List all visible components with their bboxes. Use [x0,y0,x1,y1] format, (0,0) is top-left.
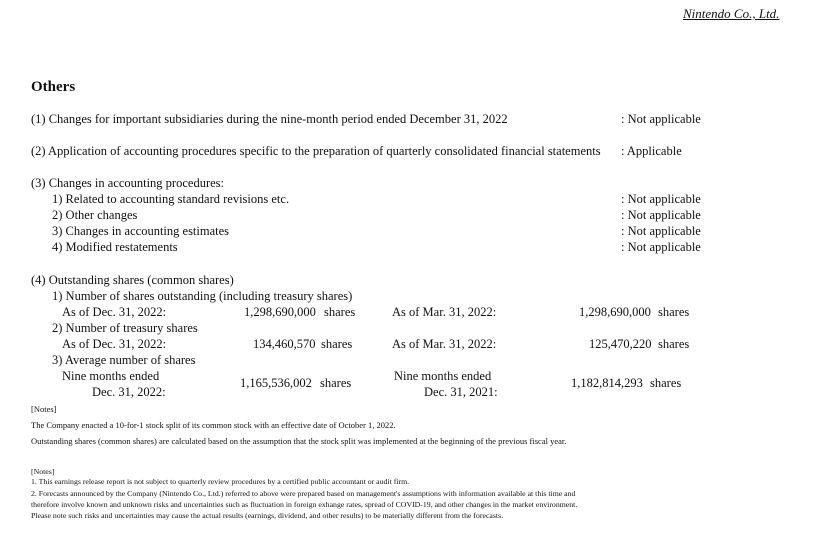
section-title: Others [31,79,76,95]
item3-sub4-value: : Not applicable [621,240,701,254]
item4-sub2-right-date: As of Mar. 31, 2022: [392,337,497,351]
item4-label: (4) Outstanding shares (common shares) [31,273,234,287]
item4-sub3-right-period-line1: Nine months ended [394,369,492,383]
item3-sub2-label: 2) Other changes [52,208,138,222]
item4-sub3-right-period-line2: Dec. 31, 2021: [424,385,498,399]
notes2-line4: Please note such risks and uncertainties may cause the actual results (earnings, dividend, and other results) to be materially different from the forecasts. [31,511,504,520]
item4-sub3-label: 3) Average number of shares [52,353,196,367]
item4-sub1-label: 1) Number of shares outstanding (including treasury shares) [52,289,353,303]
item4-sub2-left-unit: shares [321,337,353,351]
item4-sub1-right-value: 1,298,690,000 [579,305,651,319]
company-name: Nintendo Co., Ltd. [683,6,780,21]
notes1-heading: [Notes] [31,404,57,414]
item3-label: (3) Changes in accounting procedures: [31,176,224,190]
item4-sub3-right-value: 1,182,814,293 [571,376,643,390]
notes2-line3: therefore involve known and unknown risks and uncertainties such as fluctuation in foreign exhange rates, spread of COVID-19, and other changes in the market environment. [31,500,578,509]
item4-sub1-right-unit: shares [658,305,690,319]
item3-sub3-value: : Not applicable [621,224,701,238]
notes1-line1: The Company enacted a 10-for-1 stock split of its common stock with an effective date of October 1, 2022. [31,420,396,430]
item4-sub3-left-period-line2: Dec. 31, 2022: [92,385,166,399]
notes2-line1: 1. This earnings release report is not subject to quarterly review procedures by a certified public accountant or audit firm. [31,477,410,486]
item3-sub4-label: 4) Modified restatements [52,240,178,254]
item4-sub1-right-date: As of Mar. 31, 2022: [392,305,497,319]
item2-label: (2) Application of accounting procedures specific to the preparation of quarterly consolidated financial statements [31,144,601,158]
item3-sub3-label: 3) Changes in accounting estimates [52,224,230,238]
item4-sub3-left-unit: shares [320,376,352,390]
item4-sub1-left-unit: shares [324,305,356,319]
item3-sub1-value: : Not applicable [621,192,701,206]
item4-sub2-label: 2) Number of treasury shares [52,321,198,335]
item2-value: : Applicable [621,144,682,158]
item4-sub2-right-value: 125,470,220 [589,337,652,351]
item4-sub3-right-unit: shares [650,376,682,390]
item4-sub3-left-value: 1,165,536,002 [240,376,312,390]
item4-sub2-left-value: 134,460,570 [253,337,316,351]
item4-sub3-left-period-line1: Nine months ended [62,369,160,383]
item1-label: (1) Changes for important subsidiaries during the nine-month period ended December 31, 2022 [31,112,508,126]
item4-sub2-left-date: As of Dec. 31, 2022: [62,337,167,351]
notes2-line2: 2. Forecasts announced by the Company (Nintendo Co., Ltd.) referred to above were prepared based on management's assumptions with information available at this time and [31,489,576,498]
item4-sub2-right-unit: shares [658,337,690,351]
notes2-heading: [Notes] [31,467,55,476]
item1-value: : Not applicable [621,112,701,126]
item4-sub1-left-value: 1,298,690,000 [244,305,316,319]
item3-sub2-value: : Not applicable [621,208,701,222]
notes1-line2: Outstanding shares (common shares) are calculated based on the assumption that the stock split was implemented at the beginning of the previous fiscal year. [31,436,567,446]
item3-sub1-label: 1) Related to accounting standard revisions etc. [52,192,290,206]
item4-sub1-left-date: As of Dec. 31, 2022: [62,305,167,319]
